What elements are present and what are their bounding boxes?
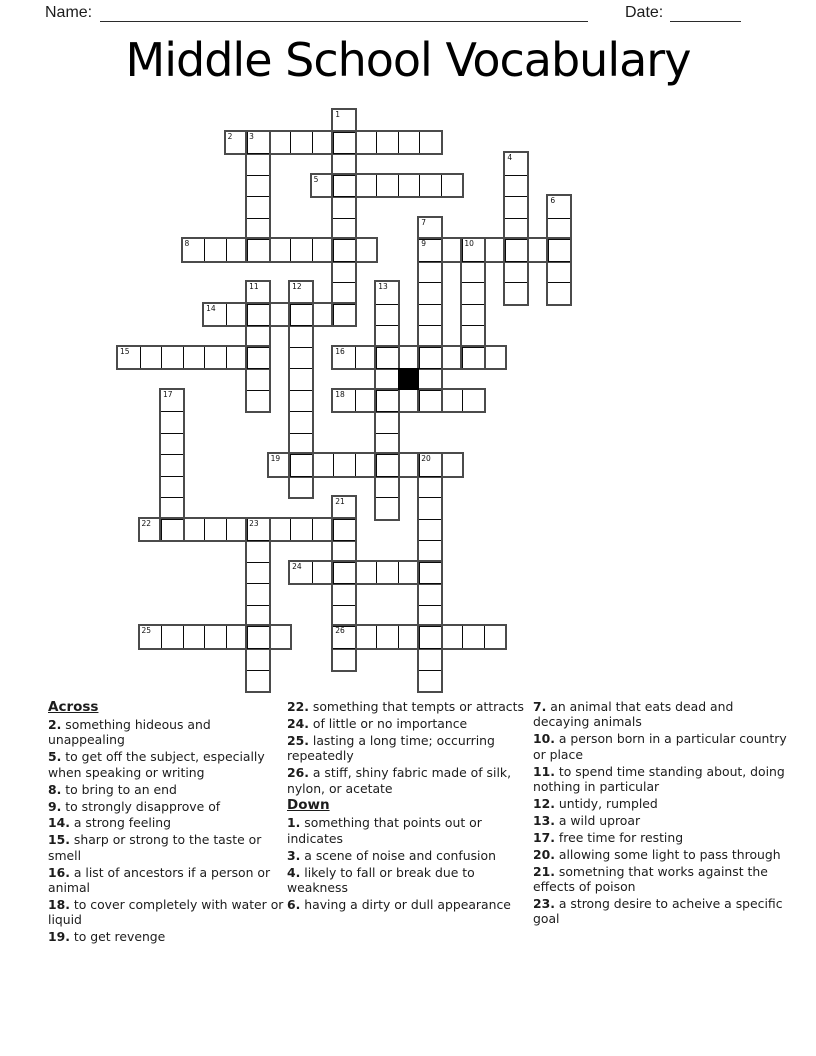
grid-cell[interactable] [247,175,269,197]
clue-item: 12. untidy, rumpled [533,795,658,811]
grid-cell[interactable] [355,175,377,197]
grid-cell[interactable] [462,282,484,304]
grid-cell[interactable] [398,562,420,584]
grid-cell[interactable] [269,304,291,326]
grid-cell[interactable] [505,282,527,304]
grid-cell[interactable] [290,390,312,412]
cell-number: 22 [141,518,152,528]
grid-cell[interactable] [333,132,355,154]
grid-cell[interactable] [376,411,398,433]
grid-cell[interactable] [290,476,312,498]
grid-cell[interactable] [161,411,183,433]
grid-cell[interactable] [419,626,441,648]
grid-cell[interactable] [419,368,441,390]
grid-cell[interactable] [505,175,527,197]
black-cell [398,368,420,390]
grid-cell[interactable] [548,261,570,283]
grid-cell[interactable] [441,239,463,261]
clue-number: 18. [48,896,70,912]
cell-number: 1 [335,110,340,119]
grid-cell[interactable] [161,519,183,541]
clue-item: 5. to get off the subject, especially when speaking or writing [48,749,265,780]
grid-cell[interactable] [505,218,527,240]
grid-cell[interactable] [333,239,355,261]
grid-cell[interactable] [312,239,334,261]
grid-cell[interactable] [419,670,441,692]
clue-item: 22. something that tempts or attracts [287,699,524,714]
grid-cell[interactable] [247,218,269,240]
word-17-down [159,388,185,543]
clue-number: 26. [287,765,309,781]
grid-cell[interactable] [290,454,312,476]
grid-cell[interactable] [247,304,269,326]
grid-cell[interactable] [398,454,420,476]
grid-cell[interactable] [290,239,312,261]
grid-cell[interactable] [355,132,377,154]
grid-cell[interactable] [376,347,398,369]
clue-item: 2. something hideous and unappealing [48,717,211,748]
clue-item: 24. of little or no importance [287,715,468,731]
clue-item: 26. a stiff, shiny fabric made of silk, nylon, or acetate [287,765,512,796]
grid-cell[interactable] [419,476,441,498]
clue-item: 1. something that points out or indicates [287,815,482,846]
cell-number: 16 [335,346,345,356]
grid-cell[interactable] [312,132,334,154]
clue-number: 24. [287,715,309,731]
clue-number: 6. [287,896,301,912]
clues-column-1 [48,699,284,946]
grid-cell[interactable] [183,347,205,369]
grid-cell[interactable] [247,562,269,584]
word-6-down [546,194,572,306]
grid-cell[interactable] [462,304,484,326]
word-18-across [331,388,486,414]
clue-section-header: Across [48,699,99,715]
grid-cell[interactable] [161,347,183,369]
clues-column-2 [287,699,527,914]
cell-number: 21 [335,497,345,507]
cell-number: 10 [464,239,474,249]
grid-cell[interactable] [312,304,334,326]
grid-cell[interactable] [376,476,398,498]
clue-number: 22. [287,699,309,714]
grid-cell[interactable] [398,347,420,369]
clue-item: 19. to get revenge [48,929,166,945]
grid-cell[interactable] [398,390,420,412]
grid-cell[interactable] [226,239,248,261]
grid-cell[interactable] [204,626,226,648]
grid-cell[interactable] [376,175,398,197]
clue-number: 7. [533,699,547,714]
grid-cell[interactable] [290,433,312,455]
grid-cell[interactable] [333,454,355,476]
grid-cell[interactable] [247,626,269,648]
grid-cell[interactable] [247,347,269,369]
clue-number: 8. [48,781,62,797]
grid-cell[interactable] [441,175,463,197]
cell-number: 8 [184,239,190,249]
grid-cell[interactable] [376,562,398,584]
grid-cell[interactable] [247,239,269,261]
word-1-down [331,108,357,327]
clue-number: 12. [533,795,555,811]
cell-number: 17 [163,389,173,399]
grid-cell[interactable] [398,132,420,154]
grid-cell[interactable] [161,497,183,519]
grid-cell[interactable] [333,626,355,648]
grid-cell[interactable] [419,261,441,283]
clue-item: 21. sometning that works against the effects of poison [533,863,768,894]
grid-cell[interactable] [333,519,355,541]
grid-cell[interactable] [376,390,398,412]
grid-cell[interactable] [290,368,312,390]
cell-number: 3 [249,131,254,141]
cell-number: 24 [292,561,302,571]
name-label: Name: [45,4,93,21]
grid-cell[interactable] [161,476,183,498]
word-13-down [374,280,400,521]
clue-item: 10. a person born in a particular country or place [533,731,787,762]
clue-item: 14. a strong feeling [48,815,172,831]
grid-cell[interactable] [247,670,269,692]
grid-cell[interactable] [333,175,355,197]
grid-cell[interactable] [441,626,463,648]
cell-number: 20 [421,454,431,464]
clue-item: 17. free time for resting [533,829,684,845]
clue-item: 13. a wild uproar [533,812,641,828]
grid-cell[interactable] [333,282,355,304]
grid-cell[interactable] [269,132,291,154]
word-20-down [417,452,443,693]
grid-cell[interactable] [398,626,420,648]
grid-cell[interactable] [333,605,355,627]
grid-cell[interactable] [419,497,441,519]
grid-cell[interactable] [226,626,248,648]
cell-number: 23 [249,518,259,528]
clue-number: 23. [533,895,555,911]
grid-cell[interactable] [462,390,484,412]
grid-cell[interactable] [376,304,398,326]
grid-cell[interactable] [355,390,377,412]
word-11-down [245,280,271,413]
grid-cell[interactable] [333,153,355,175]
clues-column-3 [533,699,788,928]
grid-cell[interactable] [398,175,420,197]
grid-cell[interactable] [161,454,183,476]
clue-number: 4. [287,864,301,880]
grid-cell[interactable] [333,304,355,326]
grid-cell[interactable] [376,325,398,347]
grid-cell[interactable] [419,347,441,369]
grid-cell[interactable] [462,347,484,369]
cell-number: 14 [206,303,216,313]
clue-number: 17. [533,829,555,845]
grid-cell[interactable] [441,390,463,412]
grid-cell[interactable] [484,347,506,369]
clue-number: 20. [533,846,555,862]
cell-number: 5 [313,174,319,184]
grid-cell[interactable] [419,583,441,605]
clue-number: 2. [48,717,62,732]
clue-item: 11. to spend time standing about, doing nothing in particular [533,763,785,795]
grid-cell[interactable] [527,239,549,261]
clue-item: 23. a strong desire to acheive a specific goal [533,895,783,927]
grid-cell[interactable] [376,368,398,390]
clue-item: 4. likely to fall or break due to weakness [287,864,475,896]
grid-cell[interactable] [376,626,398,648]
grid-cell[interactable] [419,325,441,347]
clue-number: 21. [533,863,555,879]
grid-cell[interactable] [247,196,269,218]
grid-cell[interactable] [290,304,312,326]
clue-item: 3. a scene of noise and confusion [287,847,496,863]
grid-cell[interactable] [462,626,484,648]
grid-cell[interactable] [312,562,334,584]
word-21-down [331,495,357,671]
date-label: Date: [625,4,664,21]
grid-cell[interactable] [355,454,377,476]
cell-number: 4 [507,153,513,163]
page-title: Middle School Vocabulary [125,33,691,87]
clue-item: 18. to cover completely with water or liquid [48,896,284,928]
grid-cell[interactable] [269,626,291,648]
grid-cell[interactable] [247,605,269,627]
grid-cell[interactable] [183,626,205,648]
grid-cell[interactable] [376,454,398,476]
cell-number: 6 [550,196,556,206]
grid-cell[interactable] [419,540,441,562]
clue-item: 20. allowing some light to pass through [533,846,781,862]
grid-cell[interactable] [247,583,269,605]
clue-number: 16. [48,864,70,880]
grid-cell[interactable] [290,325,312,347]
grid-cell[interactable] [247,540,269,562]
grid-cell[interactable] [484,239,506,261]
clue-item: 16. a list of ancestors if a person or animal [48,864,271,896]
grid-cell[interactable] [419,562,441,584]
grid-cell[interactable] [376,497,398,519]
cell-number: 12 [292,282,302,292]
clue-item: 15. sharp or strong to the taste or smell [48,832,262,863]
clue-item: 6. having a dirty or dull appearance [287,896,511,912]
grid-cell[interactable] [204,519,226,541]
grid-cell[interactable] [419,239,441,261]
clue-number: 13. [533,812,555,828]
cell-number: 19 [270,454,281,464]
grid-cell[interactable] [505,261,527,283]
word-12-down [288,280,314,499]
grid-cell[interactable] [161,626,183,648]
grid-cell[interactable] [355,347,377,369]
clue-number: 11. [533,763,555,779]
grid-cell[interactable] [290,411,312,433]
clue-item: 9. to strongly disapprove of [48,798,221,814]
grid-cell[interactable] [419,175,441,197]
grid-cell[interactable] [290,519,312,541]
word-23-down [245,517,271,693]
grid-cell[interactable] [247,153,269,175]
grid-cell[interactable] [419,519,441,541]
grid-cell[interactable] [247,368,269,390]
clue-number: 19. [48,929,70,945]
grid-cell[interactable] [333,540,355,562]
grid-cell[interactable] [290,347,312,369]
grid-cell[interactable] [548,239,570,261]
grid-cell[interactable] [290,132,312,154]
clue-item: 8. to bring to an end [48,781,177,797]
cell-number: 15 [120,346,130,356]
grid-cell[interactable] [376,132,398,154]
grid-cell[interactable] [333,196,355,218]
grid-cell[interactable] [140,347,162,369]
grid-cell[interactable] [419,282,441,304]
grid-cell[interactable] [419,605,441,627]
clue-number: 3. [287,847,301,863]
grid-cell[interactable] [269,519,291,541]
cell-number: 2 [227,131,233,141]
grid-cell[interactable] [204,347,226,369]
grid-cell[interactable] [441,347,463,369]
grid-cell[interactable] [226,347,248,369]
grid-cell[interactable] [419,304,441,326]
grid-cell[interactable] [161,433,183,455]
grid-cell[interactable] [226,304,248,326]
grid-cell[interactable] [333,583,355,605]
cell-number: 11 [249,282,259,292]
clue-number: 10. [533,731,555,747]
clue-number: 1. [287,815,301,831]
grid-cell[interactable] [355,562,377,584]
grid-cell[interactable] [247,325,269,347]
grid-cell[interactable] [247,390,269,412]
clue-number: 15. [48,832,70,848]
grid-cell[interactable] [462,325,484,347]
cell-number: 13 [378,282,388,292]
cell-number: 7 [421,217,427,227]
cell-number: 26 [335,626,345,636]
grid-cell[interactable] [548,282,570,304]
grid-cell[interactable] [355,239,377,261]
clue-section-header: Down [287,797,330,814]
grid-cell[interactable] [419,132,441,154]
cell-number: 25 [141,626,152,636]
grid-cell[interactable] [419,390,441,412]
grid-cell[interactable] [462,261,484,283]
grid-cell[interactable] [484,626,506,648]
grid-cell[interactable] [312,454,334,476]
grid-cell[interactable] [441,454,463,476]
grid-cell[interactable] [269,239,291,261]
grid-cell[interactable] [312,519,334,541]
clue-number: 9. [48,798,62,814]
grid-cell[interactable] [247,648,269,670]
word-3-down [245,130,271,263]
word-10-down [460,237,486,370]
grid-cell[interactable] [419,648,441,670]
grid-cell[interactable] [333,218,355,240]
grid-cell[interactable] [333,562,355,584]
cell-number: 9 [421,239,427,249]
grid-cell[interactable] [376,433,398,455]
cell-number: 18 [335,389,345,399]
word-4-down [503,151,529,306]
grid-cell[interactable] [204,239,226,261]
clue-number: 14. [48,815,70,831]
clue-number: 5. [48,749,62,765]
word-7-down [417,216,443,414]
grid-cell[interactable] [355,626,377,648]
grid-cell[interactable] [226,519,248,541]
grid-cell[interactable] [183,519,205,541]
clue-item: 25. lasting a long time; occurring repeatedly [287,732,495,764]
grid-cell[interactable] [548,218,570,240]
grid-cell[interactable] [333,261,355,283]
clue-item: 7. an animal that eats dead and decaying animals [533,699,734,730]
grid-cell[interactable] [505,239,527,261]
grid-cell[interactable] [505,196,527,218]
clue-number: 25. [287,732,309,748]
grid-cell[interactable] [333,648,355,670]
